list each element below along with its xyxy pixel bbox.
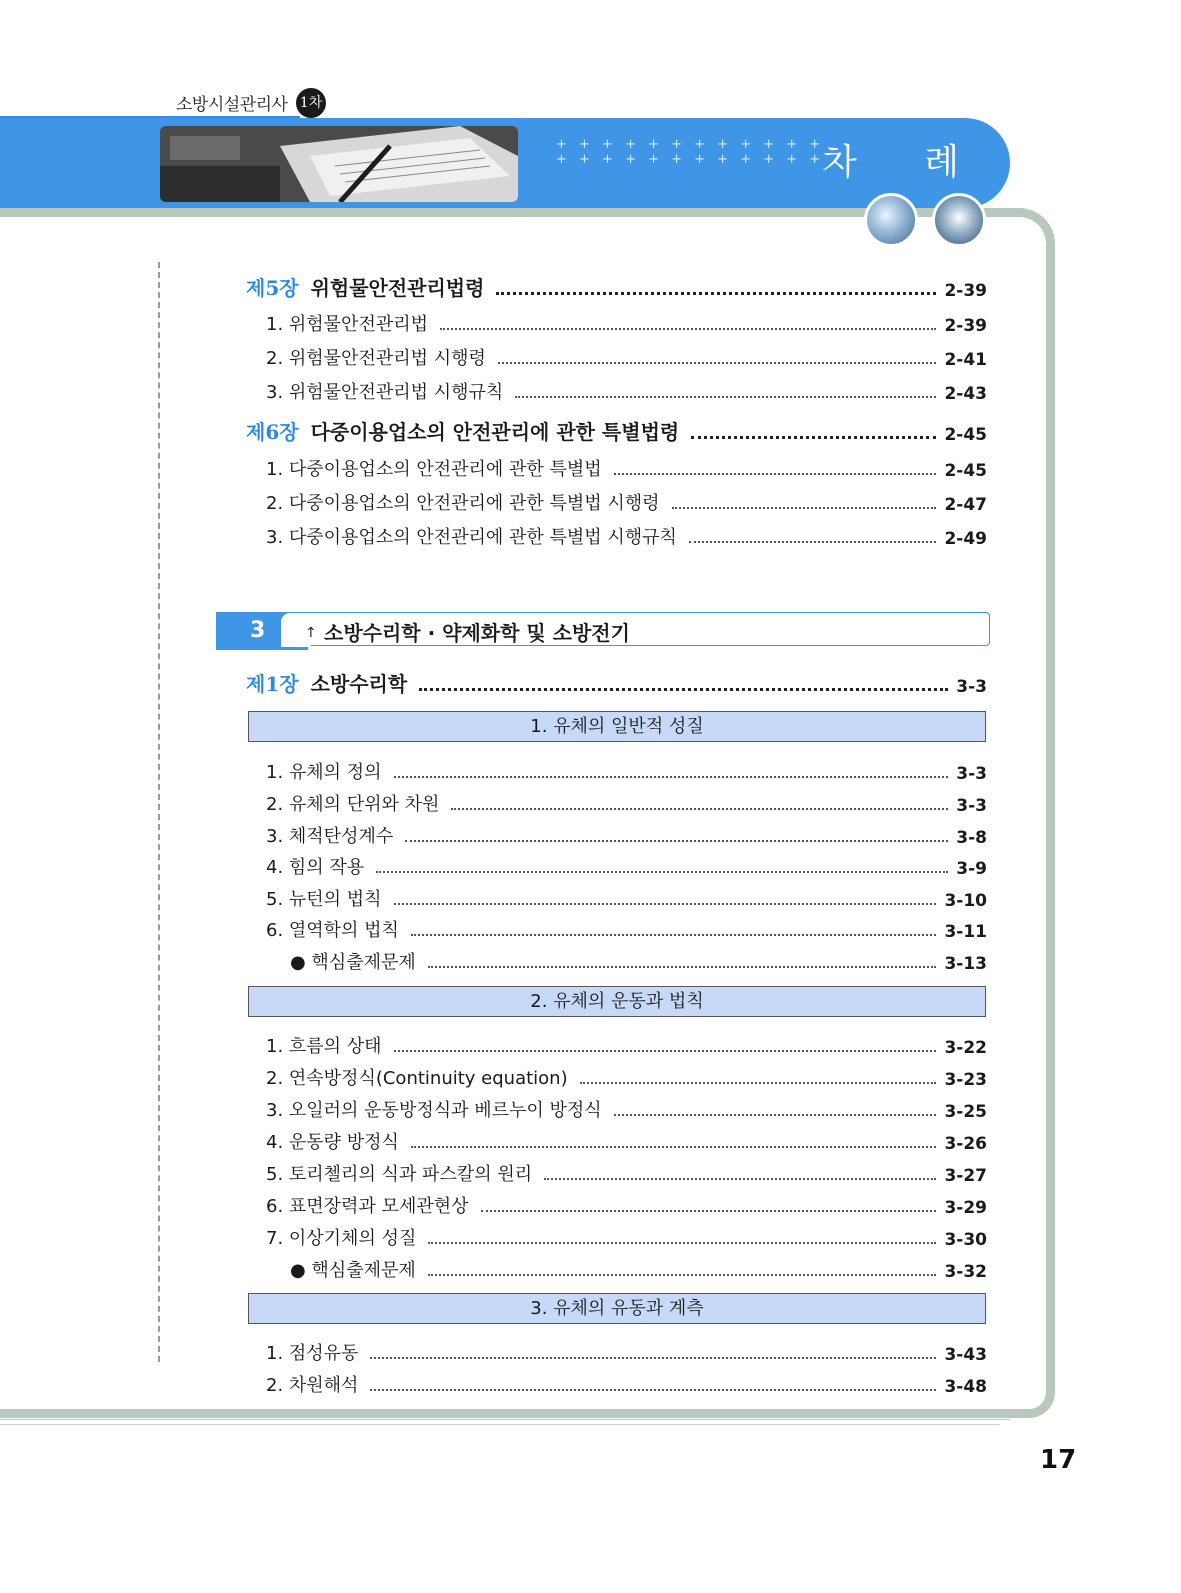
section-title: 소방수리학 · 약제화학 및 소방전기 [324, 621, 630, 645]
leader-dots [496, 292, 936, 295]
toc-item-row [266, 790, 987, 816]
leader-dots [394, 903, 937, 905]
page-ref: 3-23 [944, 1070, 987, 1090]
toc-chapter-row [246, 272, 987, 301]
plus-pattern: + + + + + + + + + + + + [556, 152, 825, 167]
leader-dots [614, 1114, 937, 1116]
page-ref: 3-43 [944, 1345, 987, 1365]
item-title: 2. 위험물안전관리법 시행령 [266, 348, 486, 369]
leader-dots [428, 966, 937, 968]
toc-item-row [266, 455, 987, 481]
plus-pattern: + + + + + + + + + + + + [556, 137, 825, 152]
leader-dots [689, 541, 937, 543]
leader-dots [614, 473, 937, 475]
leader-dots [394, 1050, 937, 1052]
item-title: 1. 다중이용업소의 안전관리에 관한 특별법 [266, 459, 602, 480]
exam-stage-badge: 1차 [296, 88, 326, 118]
leader-dots [370, 1389, 936, 1391]
leader-dots [411, 934, 937, 936]
toc-item-row [266, 1096, 987, 1122]
toc-item-row [266, 822, 987, 848]
item-title: 3. 오일러의 운동방정식과 베르누이 방정식 [266, 1100, 602, 1121]
leader-dots [376, 871, 948, 873]
item-title: ● 핵심출제문제 [290, 952, 416, 973]
page-ref: 3-48 [944, 1377, 987, 1397]
chapter-title: 다중이용업소의 안전관리에 관한 특별법령 [310, 420, 680, 444]
chapter-label: 제1장 [246, 672, 299, 696]
item-title: 4. 운동량 방정식 [266, 1132, 399, 1153]
page-ref: 3-9 [956, 859, 987, 879]
page-ref: 3-3 [956, 677, 987, 697]
toc-item-row [266, 916, 987, 942]
toc-item-row [266, 758, 987, 784]
leader-dots [544, 1178, 936, 1180]
leader-dots [672, 507, 937, 509]
item-title: 6. 열역학의 법칙 [266, 920, 399, 941]
page-ref: 2-45 [944, 425, 987, 445]
page-ref: 3-26 [944, 1134, 987, 1154]
toc-chapter-row [246, 668, 987, 697]
toc-item-row [266, 1371, 987, 1397]
toc-chapter-row [246, 416, 987, 445]
page-ref: 2-41 [944, 350, 987, 370]
item-title: ● 핵심출제문제 [290, 1260, 416, 1281]
panel-edge-line [0, 1424, 1000, 1425]
subsection-heading: 3. 유체의 유동과 계측 [248, 1293, 986, 1324]
item-title: 1. 점성유동 [266, 1343, 359, 1364]
page-ref: 3-27 [944, 1166, 987, 1186]
microscope-photo-icon [932, 193, 986, 247]
page-ref: 2-43 [944, 384, 987, 404]
toc-item-row [266, 853, 987, 879]
toc-item-row [266, 1224, 987, 1250]
toc-item-row [266, 523, 987, 549]
leader-dots [428, 1274, 937, 1276]
page-ref: 3-30 [944, 1230, 987, 1250]
toc-item-row [266, 1160, 987, 1186]
item-title: 1. 유체의 정의 [266, 762, 382, 783]
leader-dots [440, 328, 936, 330]
page-ref: 3-11 [944, 922, 987, 942]
page-ref: 2-39 [944, 316, 987, 336]
leader-dots [411, 1146, 937, 1148]
toc-item-row [266, 489, 987, 515]
page-ref: 3-29 [944, 1198, 987, 1218]
page-number: 17 [1040, 1445, 1077, 1475]
chapter-title: 위험물안전관리법령 [310, 276, 485, 300]
magnifier-photo-icon [864, 193, 918, 247]
toc-title: 차 례 [822, 142, 987, 183]
item-title: 4. 힘의 작용 [266, 857, 365, 878]
toc-item-row [290, 1256, 987, 1282]
leader-dots [580, 1082, 937, 1084]
page-ref: 3-25 [944, 1102, 987, 1122]
leader-dots [394, 776, 949, 778]
item-title: 5. 뉴턴의 법칙 [266, 889, 382, 910]
page-ref: 3-13 [944, 954, 987, 974]
item-title: 2. 차원해석 [266, 1375, 359, 1396]
subsection-heading: 1. 유체의 일반적 성질 [248, 711, 986, 742]
chapter-label: 제6장 [246, 420, 299, 444]
leader-dots [370, 1357, 936, 1359]
leader-dots [481, 1210, 937, 1212]
item-title: 2. 유체의 단위와 차원 [266, 794, 440, 815]
toc-item-row [266, 885, 987, 911]
leader-dots [691, 436, 936, 439]
margin-dashed-line [158, 262, 160, 1362]
item-title: 6. 표면장력과 모세관현상 [266, 1196, 469, 1217]
page-ref: 3-8 [956, 828, 987, 848]
leader-dots [419, 688, 948, 691]
item-title: 2. 다중이용업소의 안전관리에 관한 특별법 시행령 [266, 493, 660, 514]
item-title: 2. 연속방정식(Continuity equation) [266, 1068, 568, 1089]
toc-item-row [266, 378, 987, 404]
leader-dots [498, 362, 937, 364]
page-ref: 3-3 [956, 764, 987, 784]
toc-item-row [266, 1339, 987, 1365]
leader-dots [405, 840, 948, 842]
page-ref: 2-47 [944, 495, 987, 515]
header-photo [160, 126, 518, 202]
page-ref: 3-32 [944, 1262, 987, 1282]
page-ref: 3-3 [956, 796, 987, 816]
section-marker-icon: ↑ [305, 625, 317, 641]
section-number: 3 [216, 612, 308, 650]
toc-item-row [266, 344, 987, 370]
subsection-heading: 2. 유체의 운동과 법칙 [248, 986, 986, 1017]
toc-item-row [290, 948, 987, 974]
page-ref: 2-49 [944, 529, 987, 549]
item-title: 7. 이상기체의 성질 [266, 1228, 417, 1249]
page-ref: 3-22 [944, 1038, 987, 1058]
item-title: 1. 흐름의 상태 [266, 1036, 382, 1057]
leader-dots [451, 808, 948, 810]
item-title: 1. 위험물안전관리법 [266, 314, 428, 335]
page-ref: 2-45 [944, 461, 987, 481]
chapter-title: 소방수리학 [310, 672, 408, 696]
toc-item-row [266, 1064, 987, 1090]
item-title: 3. 다중이용업소의 안전관리에 관한 특별법 시행규칙 [266, 527, 677, 548]
toc-item-row [266, 1192, 987, 1218]
item-title: 3. 체적탄성계수 [266, 826, 394, 847]
toc-item-row [266, 310, 987, 336]
panel-edge-line [0, 1419, 1010, 1420]
item-title: 5. 토리첼리의 식과 파스칼의 원리 [266, 1164, 533, 1185]
page-ref: 3-10 [944, 891, 987, 911]
book-title: 소방시설관리사 [176, 95, 288, 115]
toc-item-row [266, 1128, 987, 1154]
chapter-label: 제5장 [246, 276, 299, 300]
leader-dots [428, 1242, 936, 1244]
leader-dots [515, 396, 936, 398]
item-title: 3. 위험물안전관리법 시행규칙 [266, 382, 504, 403]
page-ref: 2-39 [944, 281, 987, 301]
toc-item-row [266, 1032, 987, 1058]
